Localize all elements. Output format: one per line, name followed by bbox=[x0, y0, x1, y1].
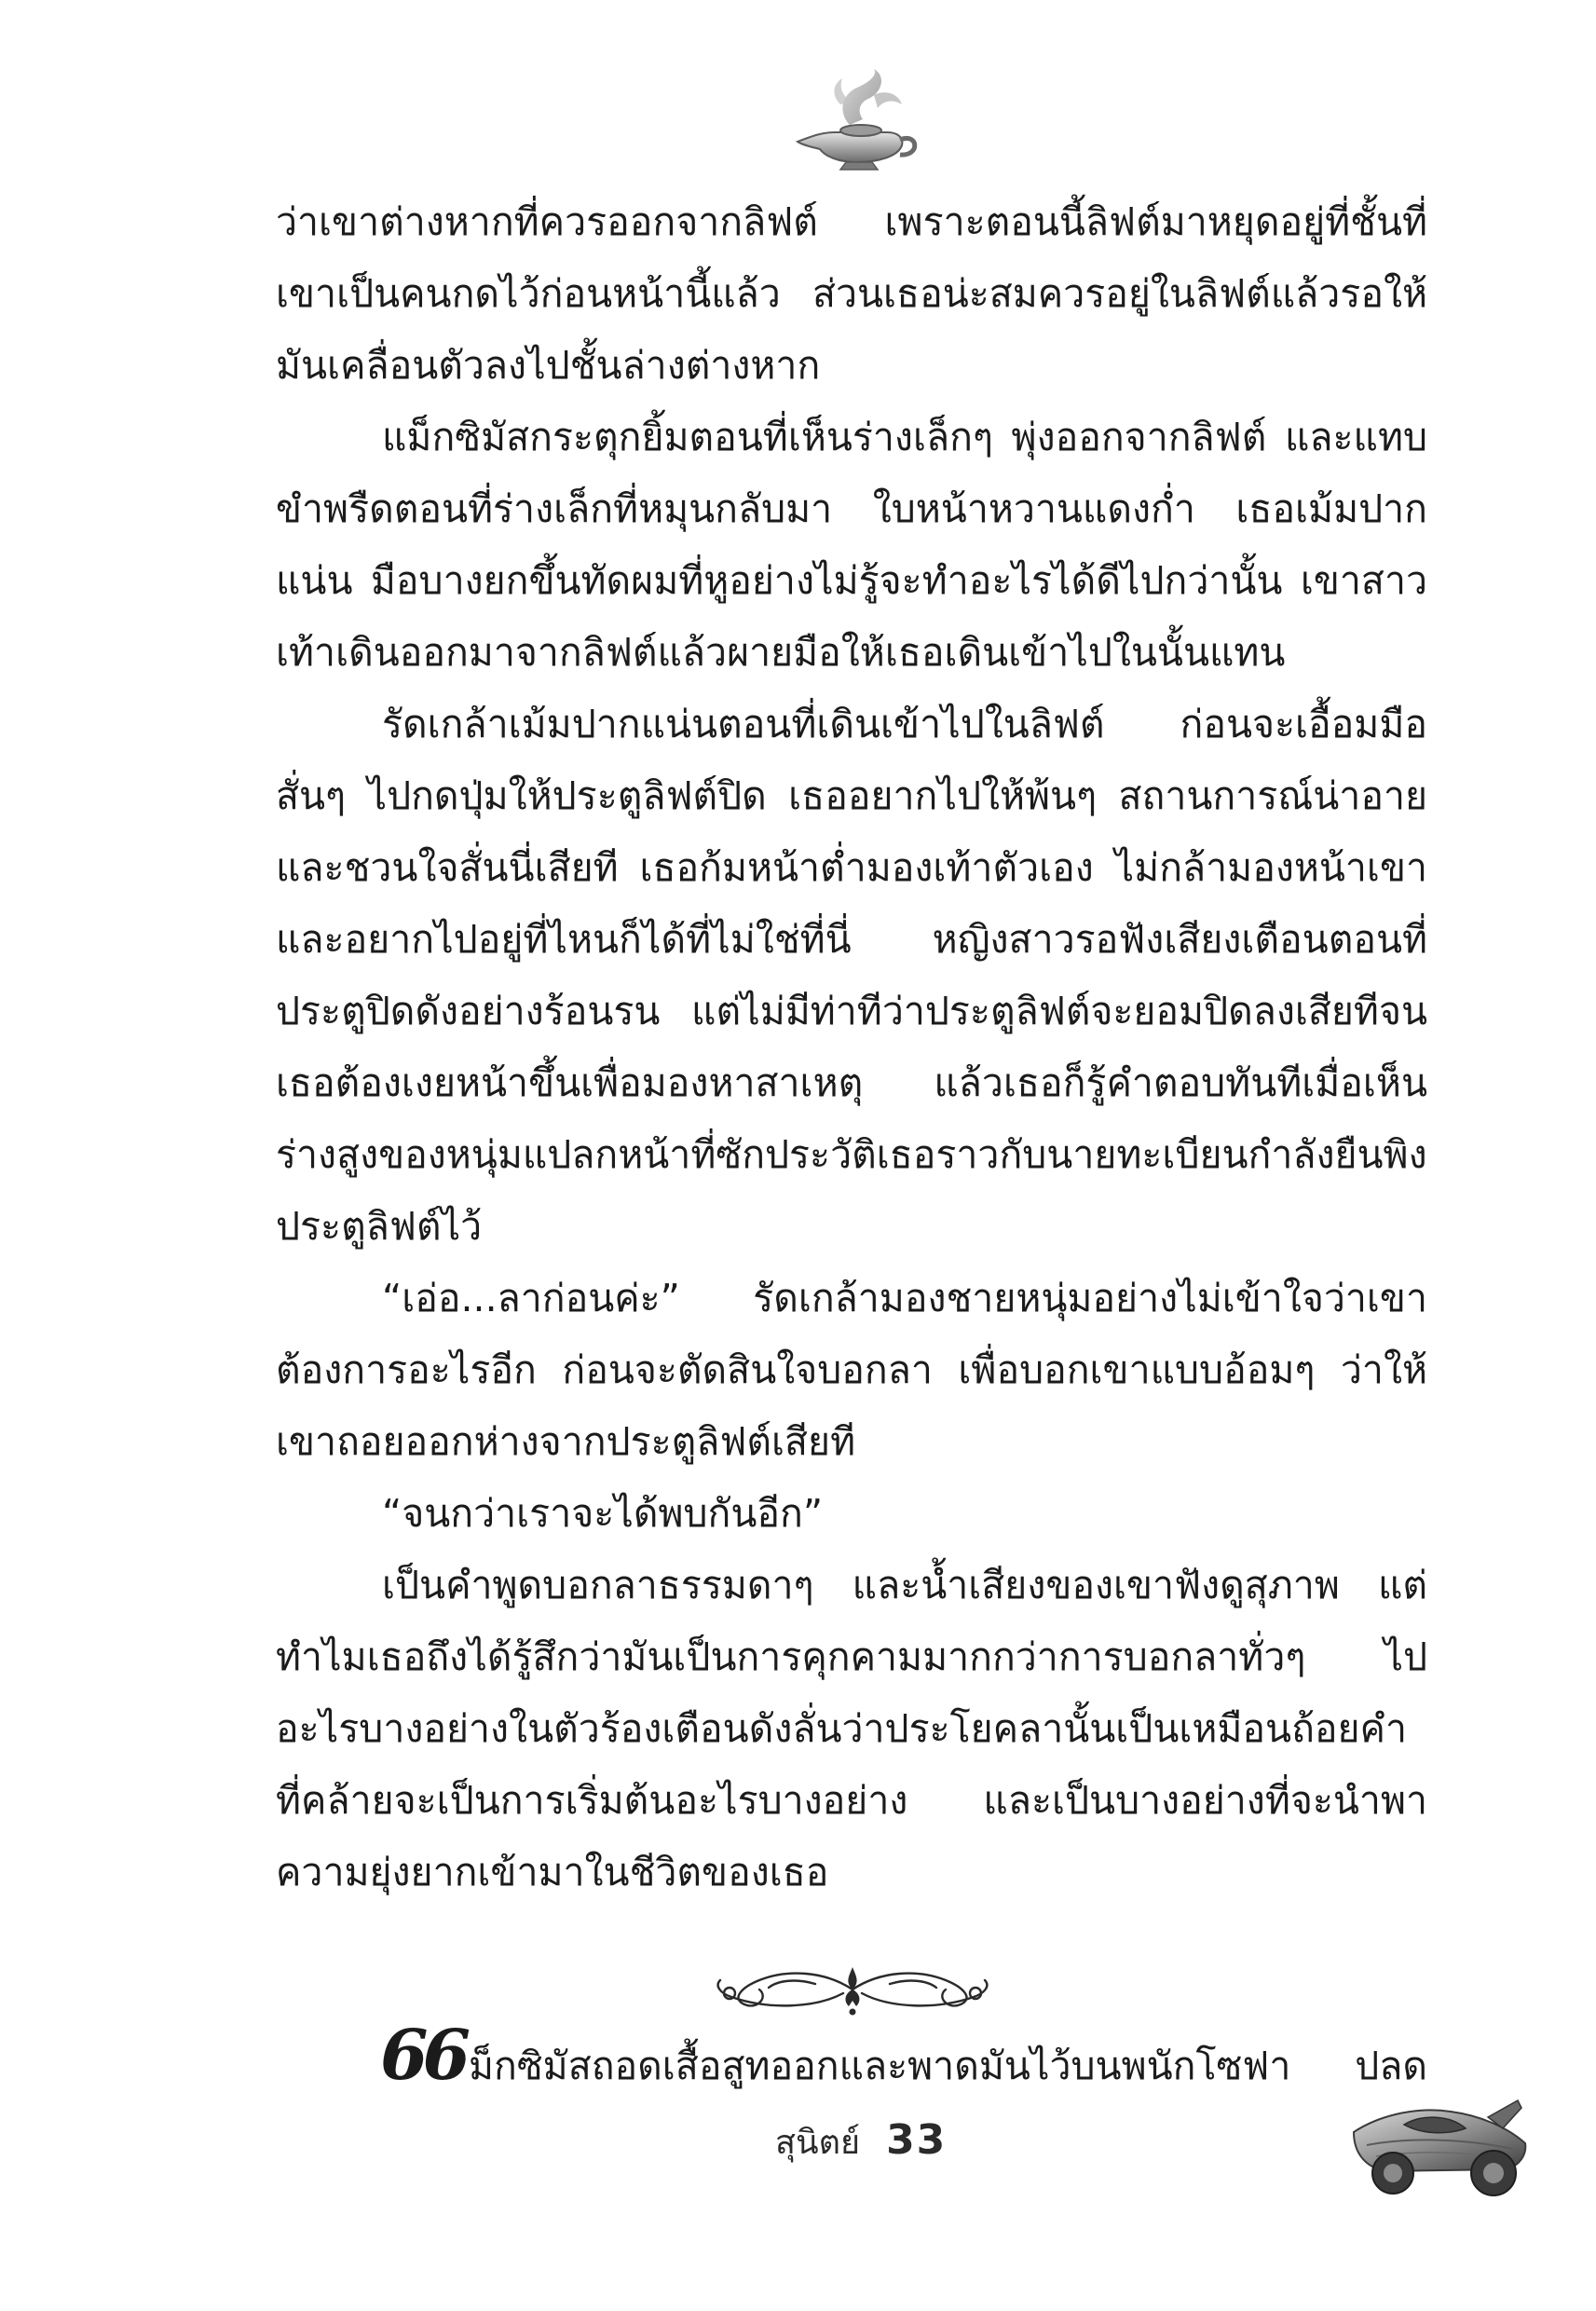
paragraph: “จนกว่าเราจะได้พบกันอีก” bbox=[382, 1491, 824, 1536]
next-section-text: ม็กซิมัสถอดเสื้อสูทออกและพาดมันไว้บนพนักโซฟา ปลด bbox=[468, 2044, 1427, 2088]
author-name: สุนิตย์ bbox=[775, 2124, 861, 2162]
paragraph: รัดเกล้าเม้มปากแน่นตอนที่เดินเข้าไปในลิฟต์ ก่อนจะเอื้อมมือสั่นๆ ไปกดปุ่มให้ประตูลิฟต์ปิด เธออยากไปให้พ้นๆ สถานการณ์น่าอายและชวนใจสั่นนี่เสียที เธอก้มหน้าต่ำมองเท้าตัวเอง ไม่กล้ามองหน้าเขาและอยากไปอยู่ที่ไหนก็ได้ที่ไม่ใช่ที่นี่ หญิงสาวรอฟังเสียงเตือนตอนที่ประตูปิดดังอย่างร้อนรน แต่ไม่มีท่าทีว่าประตูลิฟต์จะยอมปิดลงเสียทีจนเธอต้องเงยหน้าขึ้นเพื่อมองหาสาเหตุ แล้วเธอก็รู้คำตอบทันทีเมื่อเห็นร่างสูงของหนุ่มแปลกหน้าที่ซักประวัติเธอราวกับนายทะเบียนกำลังยืนพิงประตูลิฟต์ไว้ bbox=[276, 702, 1427, 1249]
body-text bbox=[276, 186, 1427, 1908]
open-quote-mark: 66 bbox=[380, 2016, 465, 2096]
paragraph: แม็กซิมัสกระตุกยิ้มตอนที่เห็นร่างเล็กๆ พุ่งออกจากลิฟต์ และแทบขำพรืดตอนที่ร่างเล็กที่หมุนกลับมา ใบหน้าหวานแดงก่ำ เธอเม้มปากแน่น มือบางยกขึ้นทัดผมที่หูอย่างไม่รู้จะทำอะไรได้ดีไปกว่านั้น เขาสาวเท้าเดินออกมาจากลิฟต์แล้วผายมือให้เธอเดินเข้าไปในนั้นแทน bbox=[276, 415, 1427, 675]
page-number: 33 bbox=[886, 2116, 948, 2164]
next-section-opening bbox=[380, 2016, 1427, 2102]
paragraph: ว่าเขาต่างหากที่ควรออกจากลิฟต์ เพราะตอนนี้ลิฟต์มาหยุดอยู่ที่ชั้นที่เขาเป็นคนกดไว้ก่อนหน้านี้แล้ว ส่วนเธอน่ะสมควรอยู่ในลิฟต์แล้วรอให้มันเคลื่อนตัวลงไปชั้นล่างต่างหาก bbox=[276, 199, 1427, 388]
flourish-divider-icon bbox=[703, 1952, 1002, 2022]
paragraph: “เอ่อ...ลาก่อนค่ะ” รัดเกล้ามองชายหนุ่มอย่างไม่เข้าใจว่าเขาต้องการอะไรอีก ก่อนจะตัดสินใจบอกลา เพื่อบอกเขาแบบอ้อมๆ ว่าให้เขาถอยออกห่างจากประตูลิฟต์เสียที bbox=[276, 1276, 1427, 1464]
page-footer bbox=[775, 2115, 947, 2168]
paragraph: เป็นคำพูดบอกลาธรรมดาๆ และน้ำเสียงของเขาฟังดูสุภาพ แต่ทำไมเธอถึงได้รู้สึกว่ามันเป็นการคุกคามมากกว่าการบอกลาทั่วๆ ไป อะไรบางอย่างในตัวร้องเตือนดังลั่นว่าประโยคลานั้นเป็นเหมือนถ้อยคำที่คล้ายจะเป็นการเริ่มต้นอะไรบางอย่าง และเป็นบางอย่างที่จะนำพาความยุ่งยากเข้ามาในชีวิตของเธอ bbox=[276, 1563, 1427, 1894]
magic-lamp-icon bbox=[784, 67, 924, 171]
race-car-icon bbox=[1348, 2080, 1530, 2203]
